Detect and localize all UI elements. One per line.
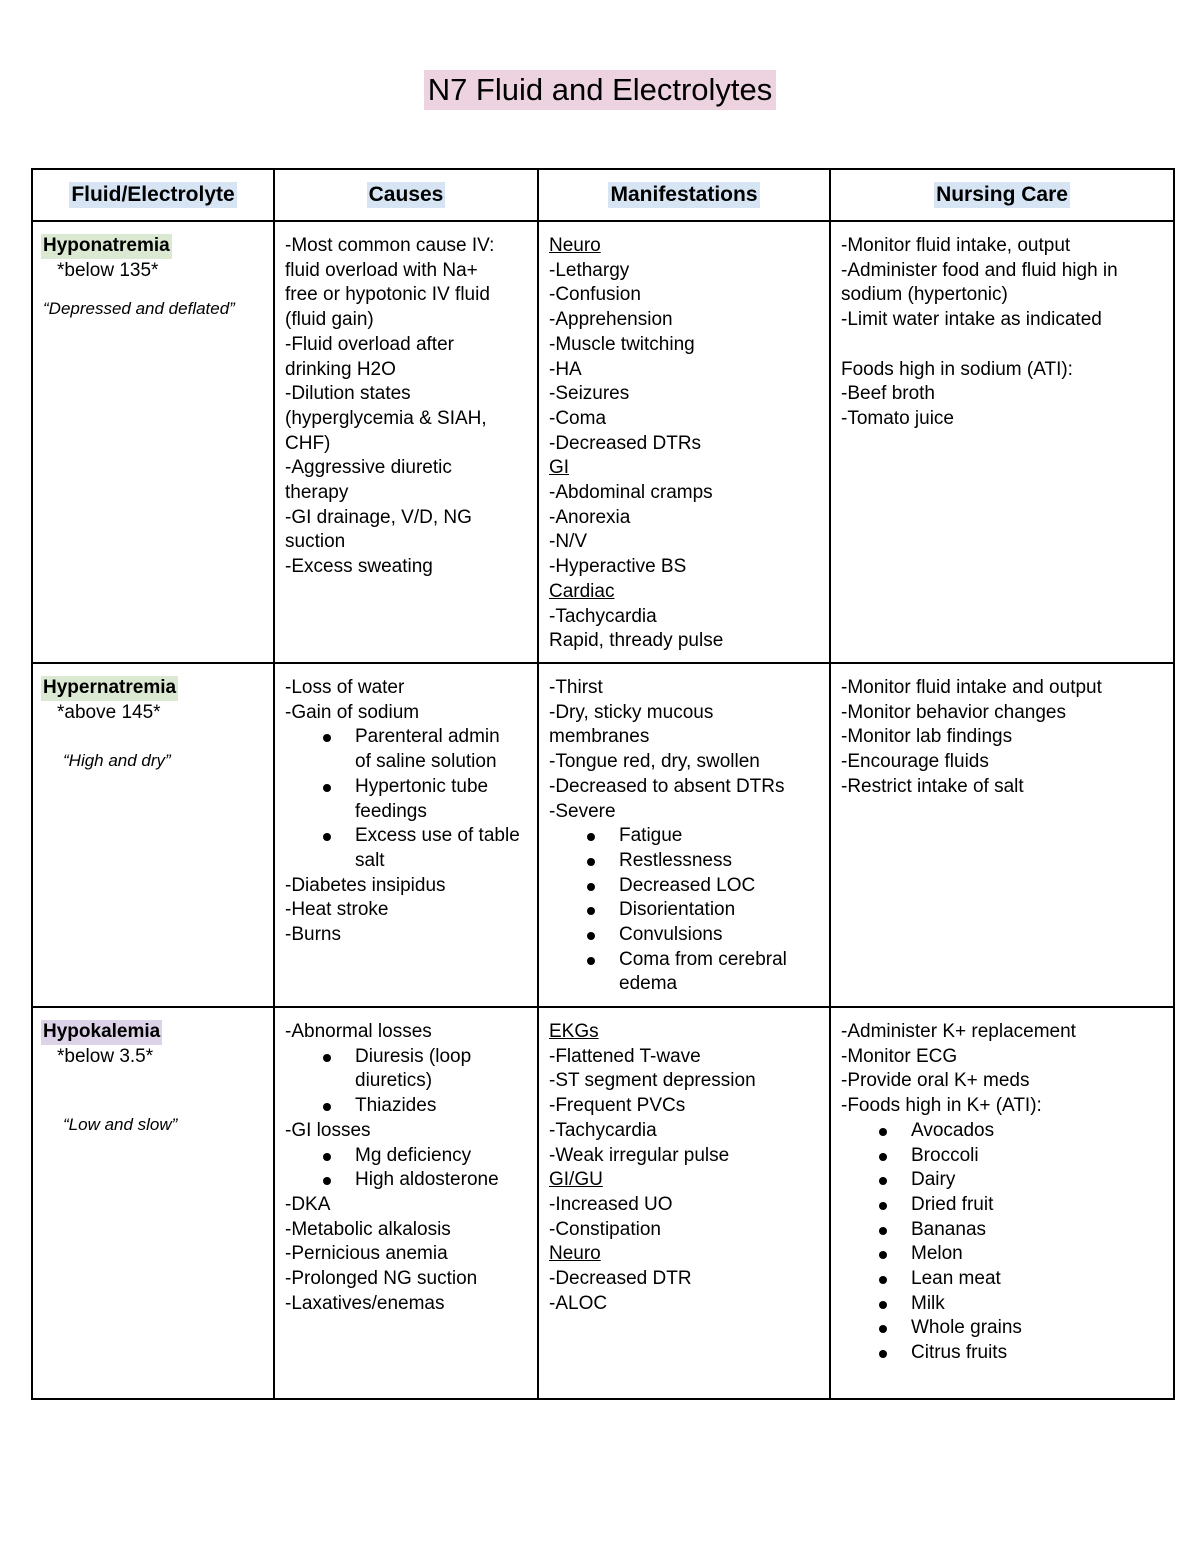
list-item: High aldosterone xyxy=(355,1168,529,1193)
cause-line: -GI drainage, V/D, NG xyxy=(285,506,472,528)
cause-line: (hyperglycemia & SIAH, xyxy=(285,407,487,429)
subheading-neuro: Neuro xyxy=(549,235,601,256)
manifestation-line: -ALOC xyxy=(549,1292,608,1314)
fluid-cell-hypokalemia xyxy=(32,1007,274,1399)
manifestation-line: -Lethargy xyxy=(549,259,630,281)
page-title-wrap xyxy=(0,70,1200,110)
manifestation-line: -Confusion xyxy=(549,284,641,306)
cause-line: drinking H2O xyxy=(285,358,396,380)
mnemonic-hypokalemia: “Low and slow” xyxy=(63,1115,178,1135)
table-row-hypernatremia xyxy=(32,663,1174,1007)
nursing-line: -Monitor fluid intake, output xyxy=(841,235,1071,256)
manifestation-line: membranes xyxy=(549,726,650,748)
cause-bullet-list xyxy=(285,1144,529,1193)
spacer xyxy=(841,333,1165,358)
cause-line: -Prolonged NG suction xyxy=(285,1268,478,1290)
nursing-cell-hyponatremia xyxy=(830,221,1174,663)
nursing-line: -Monitor lab findings xyxy=(841,726,1013,748)
manifestation-line: -Increased UO xyxy=(549,1193,673,1215)
list-item: Disorientation xyxy=(619,898,821,923)
manifestation-line: -Muscle twitching xyxy=(549,333,695,355)
manifestation-line: -Apprehension xyxy=(549,309,673,331)
manifestation-line: -Decreased DTRs xyxy=(549,432,702,454)
cause-line: CHF) xyxy=(285,432,331,454)
cause-bullet-list xyxy=(285,725,529,873)
list-item: Lean meat xyxy=(911,1267,1165,1292)
table-row-hyponatremia xyxy=(32,221,1174,663)
header-fluid-cell xyxy=(32,169,274,221)
cause-line: -Loss of water xyxy=(285,677,405,698)
cause-line: -DKA xyxy=(285,1193,331,1215)
list-item: Excess use of table salt xyxy=(355,824,529,873)
manifestation-line: -Decreased to absent DTRs xyxy=(549,775,785,797)
causes-cell-hypernatremia xyxy=(274,663,538,1007)
list-item: Convulsions xyxy=(619,923,821,948)
header-nursing: Nursing Care xyxy=(936,183,1068,206)
cause-line: -Diabetes insipidus xyxy=(285,874,446,896)
threshold-hypokalemia: *below 3.5* xyxy=(57,1045,154,1067)
cause-line: -Excess sweating xyxy=(285,556,433,578)
manifestation-line: Rapid, thready pulse xyxy=(549,630,724,652)
list-item: Melon xyxy=(911,1242,1165,1267)
nursing-line: -Tomato juice xyxy=(841,407,954,429)
cause-line: -Aggressive diuretic xyxy=(285,457,452,479)
cause-line: therapy xyxy=(285,482,349,504)
list-item: Fatigue xyxy=(619,824,821,849)
header-causes-cell xyxy=(274,169,538,221)
electrolyte-name-hypokalemia: Hypokalemia xyxy=(41,1020,162,1045)
cause-line: -Burns xyxy=(285,924,341,946)
list-item: Decreased LOC xyxy=(619,874,821,899)
electrolyte-table xyxy=(31,168,1175,1400)
manifestation-line: -Coma xyxy=(549,407,607,429)
cause-line: -Fluid overload after xyxy=(285,333,454,355)
manifestation-line: -Dry, sticky mucous xyxy=(549,701,714,723)
nursing-cell-hypernatremia xyxy=(830,663,1174,1007)
list-item: Restlessness xyxy=(619,849,821,874)
page-title: N7 Fluid and Electrolytes xyxy=(424,70,777,110)
header-causes: Causes xyxy=(368,183,444,206)
table-row-hypokalemia xyxy=(32,1007,1174,1399)
list-item: Bananas xyxy=(911,1218,1165,1243)
list-item: Dried fruit xyxy=(911,1193,1165,1218)
manifestation-line: -Tongue red, dry, swollen xyxy=(549,751,760,773)
list-item: Coma from cerebral edema xyxy=(619,948,821,997)
nursing-cell-hypokalemia xyxy=(830,1007,1174,1399)
table-header-row xyxy=(32,169,1174,221)
nursing-line: -Encourage fluids xyxy=(841,751,989,773)
manifestations-cell-hyponatremia xyxy=(538,221,830,663)
manifestation-line: -Frequent PVCs xyxy=(549,1095,686,1117)
manifestation-line: -Thirst xyxy=(549,677,603,698)
manifestation-line: -Flattened T-wave xyxy=(549,1045,701,1067)
causes-cell-hyponatremia xyxy=(274,221,538,663)
manifestation-line: -Severe xyxy=(549,800,616,822)
fluid-cell-hyponatremia xyxy=(32,221,274,663)
list-item: Citrus fruits xyxy=(911,1341,1165,1366)
manifestation-line: -Decreased DTR xyxy=(549,1268,692,1290)
nursing-line: -Administer food and fluid high in sodium (hypertonic) xyxy=(841,259,1118,306)
threshold-hyponatremia: *below 135* xyxy=(57,259,159,281)
list-item: Diuresis (loop diuretics) xyxy=(355,1045,529,1094)
subheading-gi-gu: GI/GU xyxy=(549,1169,603,1191)
cause-line: -Dilution states xyxy=(285,383,411,405)
manifestation-line: -Constipation xyxy=(549,1218,661,1240)
list-item: Whole grains xyxy=(911,1316,1165,1341)
cause-line: -Abnormal losses xyxy=(285,1021,432,1042)
nursing-line: -Foods high in K+ (ATI): xyxy=(841,1095,1042,1117)
nursing-line: -Provide oral K+ meds xyxy=(841,1070,1030,1092)
nursing-line: -Administer K+ replacement xyxy=(841,1021,1076,1042)
cause-line: -Most common cause IV: xyxy=(285,235,495,256)
cause-line: -Heat stroke xyxy=(285,899,389,921)
list-item: Milk xyxy=(911,1292,1165,1317)
nursing-foods-heading: Foods high in sodium (ATI): xyxy=(841,358,1073,380)
food-bullet-list xyxy=(841,1119,1165,1366)
manifestation-line: -Abdominal cramps xyxy=(549,482,713,504)
header-manifestations: Manifestations xyxy=(610,183,758,206)
cause-line: suction xyxy=(285,531,346,553)
cause-bullet-list xyxy=(285,1045,529,1119)
fluid-cell-hypernatremia xyxy=(32,663,274,1007)
manifestation-line: -HA xyxy=(549,358,582,380)
list-item: Dairy xyxy=(911,1168,1165,1193)
manifestation-line: -ST segment depression xyxy=(549,1070,756,1092)
threshold-hypernatremia: *above 145* xyxy=(57,701,161,723)
manifestations-cell-hypokalemia xyxy=(538,1007,830,1399)
electrolyte-name-hyponatremia: Hyponatremia xyxy=(41,234,172,259)
cause-line: -Gain of sodium xyxy=(285,701,420,723)
manifestation-line: -Hyperactive BS xyxy=(549,556,687,578)
header-nursing-cell xyxy=(830,169,1174,221)
list-item: Thiazides xyxy=(355,1094,529,1119)
cause-line: -Metabolic alkalosis xyxy=(285,1218,451,1240)
manifestation-line: -Tachycardia xyxy=(549,605,657,627)
causes-cell-hypokalemia xyxy=(274,1007,538,1399)
cause-line: fluid overload with Na+ xyxy=(285,259,478,281)
cause-line: (fluid gain) xyxy=(285,309,374,331)
nursing-line: -Beef broth xyxy=(841,383,935,405)
cause-line: -Pernicious anemia xyxy=(285,1243,448,1265)
cause-line: free or hypotonic IV fluid xyxy=(285,284,490,306)
header-fluid: Fluid/Electrolyte xyxy=(71,183,235,206)
mnemonic-hypernatremia: “High and dry” xyxy=(63,751,171,771)
cause-line: -GI losses xyxy=(285,1119,371,1141)
manifestation-bullet-list xyxy=(549,824,821,997)
manifestations-cell-hypernatremia xyxy=(538,663,830,1007)
electrolyte-name-hypernatremia: Hypernatremia xyxy=(41,676,178,701)
subheading-ekgs: EKGs xyxy=(549,1021,599,1042)
list-item: Hypertonic tube feedings xyxy=(355,775,529,824)
header-manifestations-cell xyxy=(538,169,830,221)
list-item: Mg deficiency xyxy=(355,1144,529,1169)
list-item: Avocados xyxy=(911,1119,1165,1144)
list-item: Broccoli xyxy=(911,1144,1165,1169)
mnemonic-hyponatremia: “Depressed and deflated” xyxy=(43,299,235,319)
nursing-line: -Restrict intake of salt xyxy=(841,775,1024,797)
nursing-line: -Monitor behavior changes xyxy=(841,701,1066,723)
manifestation-line: -N/V xyxy=(549,531,587,553)
cause-line: -Laxatives/enemas xyxy=(285,1292,445,1314)
manifestation-line: -Seizures xyxy=(549,383,630,405)
nursing-line: -Limit water intake as indicated xyxy=(841,309,1102,331)
manifestation-line: -Weak irregular pulse xyxy=(549,1144,730,1166)
subheading-neuro: Neuro xyxy=(549,1243,601,1265)
manifestation-line: -Anorexia xyxy=(549,506,631,528)
nursing-line: -Monitor ECG xyxy=(841,1045,958,1067)
nursing-line: -Monitor fluid intake and output xyxy=(841,677,1102,698)
subheading-gi: GI xyxy=(549,457,570,479)
subheading-cardiac: Cardiac xyxy=(549,580,615,602)
manifestation-line: -Tachycardia xyxy=(549,1119,657,1141)
list-item: Parenteral admin of saline solution xyxy=(355,725,529,774)
